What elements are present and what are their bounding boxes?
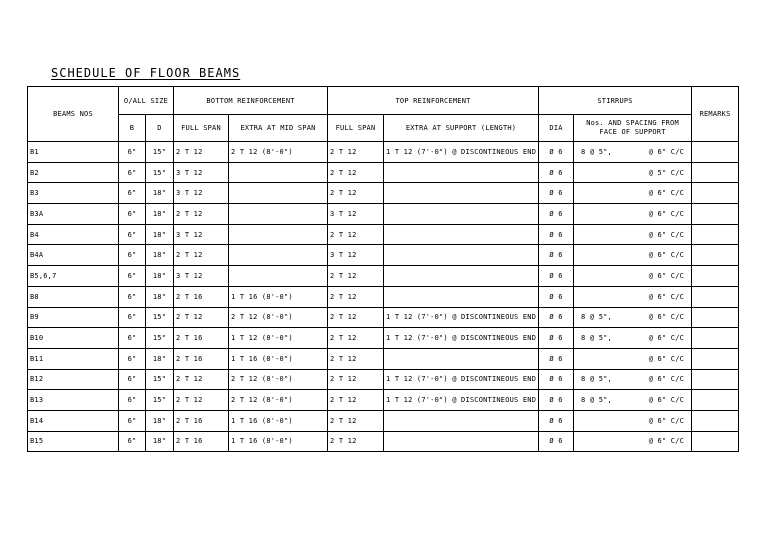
cell-remarks (692, 183, 739, 204)
table-row (28, 390, 739, 411)
stirrup-count: 8 @ 5", (581, 147, 612, 156)
cell-b: 6" (119, 224, 146, 245)
cell-nos-spacing (574, 224, 692, 245)
cell-beam: B8 (28, 286, 119, 307)
cell-beam: B14 (28, 410, 119, 431)
cell-top-full-span: 2 T 12 (328, 328, 384, 349)
header-top-full-span: FULL SPAN (328, 115, 384, 142)
cell-d: 15" (146, 307, 174, 328)
cell-top-full-span: 2 T 12 (328, 183, 384, 204)
cell-b: 6" (119, 245, 146, 266)
cell-d: 18" (146, 183, 174, 204)
cell-beam: B15 (28, 431, 119, 452)
cell-bottom-extra: 1 T 16 (8'-0") (229, 431, 328, 452)
cell-remarks (692, 204, 739, 225)
cell-nos-spacing (574, 328, 692, 349)
cell-bottom-full-span: 2 T 12 (174, 142, 229, 163)
cell-bottom-full-span: 2 T 12 (174, 390, 229, 411)
cell-beam: B4A (28, 245, 119, 266)
table-row (28, 348, 739, 369)
cell-bottom-extra: 1 T 12 (8'-0") (229, 328, 328, 349)
cell-bottom-full-span: 2 T 16 (174, 348, 229, 369)
header-d: D (146, 115, 174, 142)
cell-remarks (692, 142, 739, 163)
cell-dia: Ø 6 (539, 183, 574, 204)
cell-dia: Ø 6 (539, 266, 574, 287)
cell-remarks (692, 266, 739, 287)
header-b: B (119, 115, 146, 142)
cell-b: 6" (119, 204, 146, 225)
cell-top-full-span: 2 T 12 (328, 142, 384, 163)
cell-dia: Ø 6 (539, 369, 574, 390)
header-dia: DIA (539, 115, 574, 142)
cell-top-full-span: 2 T 12 (328, 390, 384, 411)
cell-d: 18" (146, 245, 174, 266)
header-top-extra: EXTRA AT SUPPORT (LENGTH) (384, 115, 539, 142)
cell-bottom-extra: 2 T 12 (8'-0") (229, 390, 328, 411)
stirrup-count: 8 @ 5", (581, 375, 612, 384)
cell-top-extra (384, 183, 539, 204)
cell-top-extra: 1 T 12 (7'-0") @ DISCONTINEOUS END (384, 307, 539, 328)
cell-bottom-full-span: 2 T 16 (174, 286, 229, 307)
cell-d: 18" (146, 410, 174, 431)
table-row (28, 245, 739, 266)
cell-b: 6" (119, 431, 146, 452)
cell-bottom-full-span: 2 T 12 (174, 307, 229, 328)
schedule-title: SCHEDULE OF FLOOR BEAMS (51, 66, 241, 80)
cell-top-full-span: 2 T 12 (328, 307, 384, 328)
schedule-body (28, 142, 739, 452)
cell-remarks (692, 245, 739, 266)
cell-top-full-span: 2 T 12 (328, 431, 384, 452)
cell-nos-spacing (574, 162, 692, 183)
stirrup-spacing: @ 6" C/C (648, 437, 685, 446)
cell-nos-spacing (574, 183, 692, 204)
cell-remarks (692, 348, 739, 369)
cell-top-extra (384, 286, 539, 307)
cell-bottom-extra: 2 T 12 (8'-0") (229, 307, 328, 328)
header-beams-nos: BEAMS NOS (28, 87, 119, 142)
cell-top-full-span: 2 T 12 (328, 162, 384, 183)
cell-remarks (692, 328, 739, 349)
cell-bottom-extra (229, 183, 328, 204)
cell-bottom-full-span: 2 T 12 (174, 369, 229, 390)
header-bottom-extra: EXTRA AT MID SPAN (229, 115, 328, 142)
cell-b: 6" (119, 410, 146, 431)
cell-bottom-extra (229, 162, 328, 183)
stirrup-spacing: @ 6" C/C (648, 313, 685, 322)
header-overall-size: O/ALL SIZE (119, 87, 174, 115)
cell-b: 6" (119, 162, 146, 183)
cell-dia: Ø 6 (539, 410, 574, 431)
header-row-1 (28, 87, 739, 115)
cell-top-extra (384, 431, 539, 452)
cell-d: 15" (146, 162, 174, 183)
cell-top-full-span: 2 T 12 (328, 266, 384, 287)
cell-bottom-full-span: 3 T 12 (174, 183, 229, 204)
cell-dia: Ø 6 (539, 286, 574, 307)
cell-dia: Ø 6 (539, 245, 574, 266)
cell-top-full-span: 2 T 12 (328, 224, 384, 245)
cell-beam: B3A (28, 204, 119, 225)
cell-dia: Ø 6 (539, 431, 574, 452)
table-row (28, 431, 739, 452)
cell-bottom-full-span: 3 T 12 (174, 224, 229, 245)
table-row (28, 286, 739, 307)
header-row-2 (28, 115, 739, 142)
cell-beam: B2 (28, 162, 119, 183)
cell-bottom-extra (229, 245, 328, 266)
cell-top-extra (384, 204, 539, 225)
cell-bottom-full-span: 2 T 16 (174, 431, 229, 452)
cell-dia: Ø 6 (539, 328, 574, 349)
cell-d: 18" (146, 204, 174, 225)
cell-d: 15" (146, 390, 174, 411)
cell-nos-spacing (574, 142, 692, 163)
cell-bottom-extra: 1 T 16 (8'-0") (229, 410, 328, 431)
table-row (28, 328, 739, 349)
cell-dia: Ø 6 (539, 307, 574, 328)
stirrup-spacing: @ 6" C/C (648, 396, 685, 405)
table-row (28, 142, 739, 163)
cell-b: 6" (119, 307, 146, 328)
stirrup-spacing: @ 6" C/C (648, 251, 685, 260)
cell-bottom-full-span: 2 T 12 (174, 204, 229, 225)
cell-d: 18" (146, 348, 174, 369)
cell-b: 6" (119, 286, 146, 307)
header-bottom-full-span: FULL SPAN (174, 115, 229, 142)
cell-bottom-extra: 1 T 16 (8'-0") (229, 348, 328, 369)
cell-dia: Ø 6 (539, 162, 574, 183)
cell-b: 6" (119, 183, 146, 204)
cell-remarks (692, 369, 739, 390)
cell-d: 15" (146, 142, 174, 163)
cell-top-extra: 1 T 12 (7'-0") @ DISCONTINEOUS END (384, 390, 539, 411)
cell-b: 6" (119, 328, 146, 349)
cell-top-extra (384, 245, 539, 266)
header-nos-spacing: Nos. AND SPACING FROM FACE OF SUPPORT (574, 115, 692, 142)
table-row (28, 307, 739, 328)
cell-dia: Ø 6 (539, 390, 574, 411)
cell-beam: B5,6,7 (28, 266, 119, 287)
cell-top-full-span: 2 T 12 (328, 286, 384, 307)
cell-bottom-extra: 2 T 12 (8'-0") (229, 142, 328, 163)
cell-remarks (692, 410, 739, 431)
cell-dia: Ø 6 (539, 204, 574, 225)
cell-bottom-full-span: 2 T 16 (174, 328, 229, 349)
cell-top-extra: 1 T 12 (7'-0") @ DISCONTINEOUS END (384, 328, 539, 349)
cell-dia: Ø 6 (539, 224, 574, 245)
stirrup-spacing: @ 6" C/C (648, 209, 685, 218)
cell-top-extra (384, 348, 539, 369)
cell-nos-spacing (574, 204, 692, 225)
cell-top-full-span: 3 T 12 (328, 245, 384, 266)
cell-d: 15" (146, 328, 174, 349)
stirrup-spacing: @ 5" C/C (648, 168, 685, 177)
cell-remarks (692, 307, 739, 328)
cell-nos-spacing (574, 307, 692, 328)
cell-top-full-span: 2 T 12 (328, 369, 384, 390)
cell-remarks (692, 162, 739, 183)
cell-nos-spacing (574, 266, 692, 287)
cell-top-extra: 1 T 12 (7'-0") @ DISCONTINEOUS END (384, 142, 539, 163)
cell-remarks (692, 286, 739, 307)
stirrup-spacing: @ 6" C/C (648, 147, 685, 156)
cell-d: 18" (146, 266, 174, 287)
cell-nos-spacing (574, 410, 692, 431)
cell-b: 6" (119, 266, 146, 287)
cell-remarks (692, 390, 739, 411)
cell-b: 6" (119, 142, 146, 163)
table-row (28, 266, 739, 287)
cell-beam: B9 (28, 307, 119, 328)
cell-beam: B13 (28, 390, 119, 411)
cell-b: 6" (119, 390, 146, 411)
cell-nos-spacing (574, 245, 692, 266)
cell-nos-spacing (574, 390, 692, 411)
cell-bottom-full-span: 2 T 12 (174, 245, 229, 266)
table-row (28, 410, 739, 431)
stirrup-spacing: @ 6" C/C (648, 292, 685, 301)
cell-bottom-full-span: 2 T 16 (174, 410, 229, 431)
cell-nos-spacing (574, 431, 692, 452)
cell-b: 6" (119, 348, 146, 369)
cell-bottom-extra (229, 266, 328, 287)
stirrup-spacing: @ 6" C/C (648, 354, 685, 363)
cell-bottom-full-span: 3 T 12 (174, 162, 229, 183)
cell-beam: B12 (28, 369, 119, 390)
cell-dia: Ø 6 (539, 348, 574, 369)
table-row (28, 162, 739, 183)
cell-beam: B4 (28, 224, 119, 245)
cell-bottom-extra: 2 T 12 (8'-0") (229, 369, 328, 390)
stirrup-count: 8 @ 5", (581, 313, 612, 322)
cell-remarks (692, 431, 739, 452)
cell-remarks (692, 224, 739, 245)
table-row (28, 224, 739, 245)
stirrup-spacing: @ 6" C/C (648, 375, 685, 384)
cell-nos-spacing (574, 286, 692, 307)
cell-top-extra: 1 T 12 (7'-0") @ DISCONTINEOUS END (384, 369, 539, 390)
cell-beam: B11 (28, 348, 119, 369)
stirrup-spacing: @ 6" C/C (648, 416, 685, 425)
cell-d: 18" (146, 431, 174, 452)
stirrup-count: 8 @ 5", (581, 334, 612, 343)
table-row (28, 204, 739, 225)
cell-beam: B3 (28, 183, 119, 204)
header-stirrups: STIRRUPS (539, 87, 692, 115)
cell-bottom-extra (229, 224, 328, 245)
stirrup-spacing: @ 6" C/C (648, 271, 685, 280)
stirrup-spacing: @ 6" C/C (648, 334, 685, 343)
cell-bottom-full-span: 3 T 12 (174, 266, 229, 287)
table-row (28, 369, 739, 390)
floor-beam-schedule-table (27, 86, 739, 452)
stirrup-count: 8 @ 5", (581, 396, 612, 405)
cell-b: 6" (119, 369, 146, 390)
cell-dia: Ø 6 (539, 142, 574, 163)
cell-nos-spacing (574, 348, 692, 369)
header-bottom-reinforcement: BOTTOM REINFORCEMENT (174, 87, 328, 115)
cell-top-full-span: 2 T 12 (328, 410, 384, 431)
table-row (28, 183, 739, 204)
stirrup-spacing: @ 6" C/C (648, 230, 685, 239)
cell-nos-spacing (574, 369, 692, 390)
cell-top-extra (384, 162, 539, 183)
cell-bottom-extra: 1 T 16 (8'-0") (229, 286, 328, 307)
stirrup-spacing: @ 6" C/C (648, 189, 685, 198)
cell-d: 18" (146, 224, 174, 245)
cell-beam: B10 (28, 328, 119, 349)
cell-top-extra (384, 224, 539, 245)
cell-top-extra (384, 410, 539, 431)
cell-top-full-span: 2 T 12 (328, 348, 384, 369)
cell-beam: B1 (28, 142, 119, 163)
cell-d: 15" (146, 369, 174, 390)
header-top-reinforcement: TOP REINFORCEMENT (328, 87, 539, 115)
cell-bottom-extra (229, 204, 328, 225)
cell-d: 18" (146, 286, 174, 307)
cell-top-extra (384, 266, 539, 287)
header-remarks: REMARKS (692, 87, 739, 142)
cell-top-full-span: 3 T 12 (328, 204, 384, 225)
